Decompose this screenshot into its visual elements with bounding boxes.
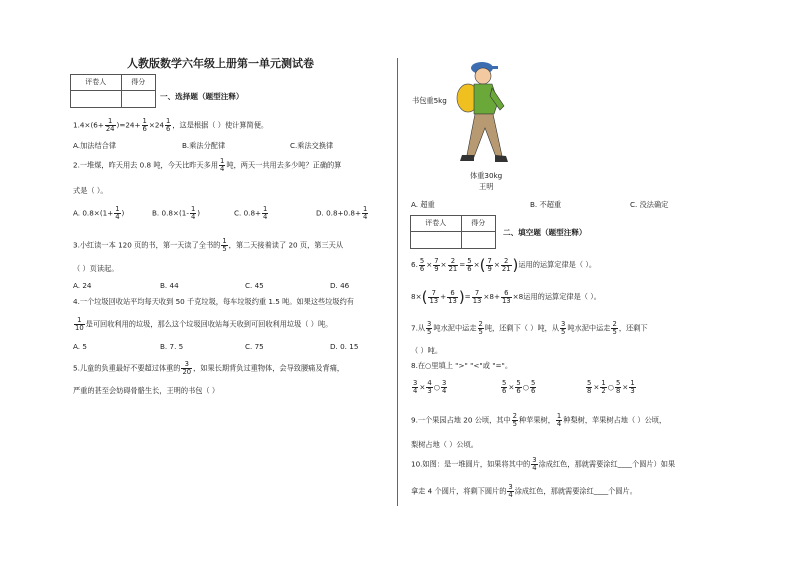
q1-option-c[interactable]: C.乘法交换律 (290, 141, 334, 150)
q6-suffix: 运用的运算定律是（ ）。 (518, 260, 597, 269)
q2-option-b-text: B. 0.8×(1- (152, 208, 189, 218)
compare-circle[interactable]: ○ (522, 382, 529, 392)
head-icon (475, 68, 491, 84)
q2-close-paren: ) (197, 208, 201, 218)
question-7-line2: （ ）吨。 (411, 346, 443, 355)
q3-option-a[interactable]: A. 24 (73, 281, 92, 290)
fraction-5-8: $\frac{5}{8}$ (615, 379, 621, 395)
column-divider (397, 58, 398, 506)
grader-cell[interactable] (411, 232, 462, 249)
fraction-1-5: $\frac{1}{5}$ (222, 237, 227, 253)
fraction-1-4: $\frac{1}{4}$ (115, 205, 120, 221)
q10-text-a: 10.如图：是一堆圆片，如果将其中的 (411, 459, 531, 469)
question-5-line1 (73, 361, 344, 376)
q2-option-c-text: C. 0.8+ (234, 208, 262, 218)
q4-text: 是可回收利用的垃圾，那么这个垃圾回收站每天收到可回收利用垃圾（ ）吨。 (85, 319, 333, 329)
q7-text-c: 吨，还剩下（ ）吨，从 (484, 323, 560, 333)
fraction-3-20: $\frac{3}{20}$ (182, 360, 192, 376)
fraction-5-6: $\frac{5}{6}$ (516, 379, 521, 395)
q2-text-a: 2.一堆煤，昨天用去 0.8 吨，今天比昨天多用 (73, 160, 219, 170)
fraction-1-4: $\frac{1}{4}$ (220, 157, 225, 173)
compare-circle[interactable]: ○ (607, 382, 614, 392)
compare-expression-2[interactable]: $\frac{5}{6}$ × $\frac{5}{6}$ ○ $\frac{5}{6}$ (502, 379, 536, 395)
q5-option-c[interactable]: C. 没法确定 (630, 200, 669, 209)
compare-expression-3[interactable]: $\frac{5}{8}$ × $\frac{1}{2}$ ○ $\frac{5}{8}$ × $\frac{1}{3}$ (587, 379, 635, 395)
score-cell[interactable] (121, 91, 155, 108)
q1-mid1: )=24+ (116, 120, 141, 130)
q1-option-b[interactable]: B.乘法分配律 (182, 141, 226, 150)
fraction-1-4: $\frac{1}{4}$ (190, 205, 196, 221)
fraction-7-9: $\frac{7}{9}$ (434, 256, 439, 273)
q10-text-b: 涂成红色，那就需要涂红____个圆片）如果 (538, 459, 676, 469)
body-weight-label: 体重30kg (470, 171, 503, 180)
fraction-7-9: $\frac{7}{9}$ (487, 256, 492, 273)
bag-weight-label: 书包重5kg (412, 96, 447, 105)
q2-option-b[interactable] (152, 206, 200, 221)
fraction-3-4: $\frac{3}{4}$ (441, 379, 447, 395)
q4-option-d[interactable]: D. 0. 15 (330, 342, 359, 351)
q7-text-d: 吨水泥中运走 (567, 323, 611, 333)
q4-option-c[interactable]: C. 75 (245, 342, 264, 351)
grader-header: 评卷人 (411, 216, 462, 232)
question-2-line2: 式是（ ）。 (73, 186, 108, 195)
q3-text-a: 3.小红读一本 120 页的书，第一天读了全书的 (73, 240, 221, 250)
q3-option-d[interactable]: D. 46 (330, 281, 350, 290)
q1-mid2: ×24 (148, 120, 165, 130)
q4-option-a[interactable]: A. 5 (73, 342, 87, 351)
fraction-2-21: $\frac{2}{21}$ (448, 256, 458, 273)
q8x-equals: = (464, 292, 471, 301)
score-header: 得分 (461, 216, 495, 232)
q5-option-a[interactable]: A. 超重 (411, 200, 435, 209)
fraction-1-4: $\frac{1}{4}$ (263, 205, 268, 221)
question-10-line2 (411, 484, 637, 499)
left-paren: ( (479, 256, 486, 274)
fraction-3-4: $\frac{3}{4}$ (413, 379, 418, 395)
question-3-line1 (73, 238, 343, 253)
q5-option-b[interactable]: B. 不超重 (530, 200, 562, 209)
compare-expression-1[interactable]: $\frac{3}{4}$ × $\frac{4}{3}$ ○ $\frac{3}{4}$ (413, 379, 447, 395)
right-paren: ) (512, 256, 519, 274)
question-4-line2 (73, 317, 332, 332)
score-table-right (410, 215, 496, 249)
q3-text-b: ，第二天接着读了 20 页，第三天从 (228, 240, 344, 250)
fraction-3-4: $\frac{3}{4}$ (508, 483, 513, 499)
question-2-line1 (73, 158, 341, 173)
q5-text-b: ，如果长期背负过重物体，会导致腰痛及背痛， (193, 363, 345, 373)
q8x-prefix: 8× (411, 292, 422, 301)
fraction-6-13: $\frac{6}{13}$ (501, 288, 511, 305)
question-6: 6. $\frac{5}{6}$ × $\frac{7}{9}$ × $\frac{2}{21}$ = $\frac{5}{6}$ ×( $\frac{7}{9}$ × $\frac{2}{21}$ )运用的运算定律是（ ）。 (411, 256, 597, 274)
q2-option-c[interactable] (234, 206, 269, 221)
pants-icon (467, 114, 502, 157)
q9-text-a: 9.一个果园占地 20 公顷，其中 (411, 415, 511, 425)
fraction-3-5: $\frac{3}{5}$ (561, 320, 566, 336)
page-title: 人教版数学六年级上册第一单元测试卷 (127, 57, 314, 70)
fraction-1-3: $\frac{1}{3}$ (630, 379, 635, 395)
q1-prefix: 1.4×(6+ (73, 120, 104, 130)
fraction-2-5: $\frac{2}{5}$ (612, 320, 617, 336)
fraction-1-6b: $\frac{1}{6}$ (166, 117, 171, 133)
question-10-line1 (411, 457, 675, 472)
q10-text-c: 拿走 4 个圆片，将剩下圆片的 (411, 486, 507, 496)
left-paren: ( (421, 288, 428, 306)
right-paren: ) (458, 288, 465, 306)
question-9-line1 (411, 413, 666, 428)
q1-option-a[interactable]: A.加法结合律 (73, 141, 117, 150)
fraction-1-6: $\frac{1}{6}$ (142, 117, 147, 133)
fraction-2-5: $\frac{2}{5}$ (478, 320, 483, 336)
question-5-line2: 严重的甚至会妨碍骨骼生长，王明的书包（ ） (73, 386, 220, 395)
q2-option-a[interactable] (73, 206, 124, 221)
q10-text-d: 涂成红色，那就需要涂红____个圆片。 (514, 486, 637, 496)
shoes-icon (460, 155, 508, 162)
q2-option-d[interactable] (316, 206, 369, 221)
fraction-3-4: $\frac{3}{4}$ (532, 456, 537, 472)
q2-option-a-text: A. 0.8×(1+ (73, 208, 114, 218)
q9-text-c: 种梨树，苹果树占地（ ）公顷， (563, 415, 667, 425)
section-heading-choice: 一、选择题（题型注释） (160, 92, 244, 101)
fraction-1-4: $\frac{1}{4}$ (363, 205, 368, 221)
fraction-2-5: $\frac{2}{5}$ (512, 412, 517, 428)
score-header: 得分 (121, 75, 155, 91)
boy-name-label: 王明 (479, 182, 494, 191)
q2-option-d-text: D. 0.8+0.8+ (316, 208, 362, 218)
question-8x: 8×( $\frac{7}{13}$ + $\frac{6}{13}$ )= $\frac{7}{13}$ ×8+ $\frac{6}{13}$ ×8运用的运算定律是（ ）。 (411, 288, 601, 306)
grader-header: 评卷人 (71, 75, 122, 91)
q3-option-c[interactable]: C. 45 (245, 281, 264, 290)
question-7-line1 (411, 321, 648, 336)
fraction-1-10: $\frac{1}{10}$ (75, 316, 84, 332)
grader-cell[interactable] (71, 91, 122, 108)
fraction-5-8: $\frac{5}{8}$ (587, 379, 592, 395)
question-9-line2: 梨树占地（ ）公顷。 (411, 440, 478, 449)
score-table-left (70, 74, 156, 108)
fraction-7-13: $\frac{7}{13}$ (472, 288, 482, 305)
q7-text-e: ，还剩下 (618, 323, 648, 333)
q6-prefix: 6. (411, 260, 418, 269)
fraction-1-24: $\frac{1}{24}$ (105, 117, 115, 133)
q4-option-b[interactable]: B. 7. 5 (160, 342, 184, 351)
fraction-5-6: $\frac{5}{6}$ (502, 379, 507, 395)
q7-text-a: 7.从 (411, 323, 426, 333)
score-cell[interactable] (461, 232, 495, 249)
question-8: 8.在○里填上 ">" "<"或 "="。 (411, 361, 513, 370)
question-1 (73, 118, 268, 133)
jacket-icon (474, 84, 504, 114)
boy-with-backpack-figure (452, 58, 522, 170)
compare-circle[interactable]: ○ (433, 382, 440, 392)
q8x-suffix: 运用的运算定律是（ ）。 (523, 292, 601, 301)
question-4-line1: 4.一个垃圾回收站平均每天收到 50 千克垃圾，每车垃圾约重 1.5 吨。如果这些垃圾约有 (73, 297, 354, 306)
fraction-7-13: $\frac{7}{13}$ (429, 288, 439, 305)
fraction-5-6: $\frac{5}{6}$ (419, 256, 425, 273)
q5-text-a: 5.儿童的负重最好不要超过体重的 (73, 363, 181, 373)
fraction-1-2: $\frac{1}{2}$ (601, 379, 606, 395)
question-3-line2: （ ）页读起。 (73, 264, 119, 273)
q2-text-b: 吨，两天一共用去多少吨？正确的算 (226, 160, 342, 170)
fraction-4-3: $\frac{4}{3}$ (427, 379, 432, 395)
fraction-1-4: $\frac{1}{4}$ (556, 412, 562, 428)
fraction-5-6: $\frac{5}{6}$ (467, 256, 472, 273)
q2-close-paren: ) (121, 208, 125, 218)
section-heading-fill: 二、填空题（题型注释） (503, 228, 587, 237)
q1-suffix: ，这是根据（ ）使计算简便。 (172, 120, 269, 130)
fraction-5-6: $\frac{5}{6}$ (530, 379, 536, 395)
q9-text-b: 种苹果树， (518, 415, 555, 425)
fraction-3-5: $\frac{3}{5}$ (427, 320, 432, 336)
fraction-2-21: $\frac{2}{21}$ (501, 256, 511, 273)
q3-option-b[interactable]: B. 44 (160, 281, 179, 290)
q7-text-b: 吨水泥中运走 (433, 323, 477, 333)
fraction-6-13: $\frac{6}{13}$ (448, 288, 457, 305)
